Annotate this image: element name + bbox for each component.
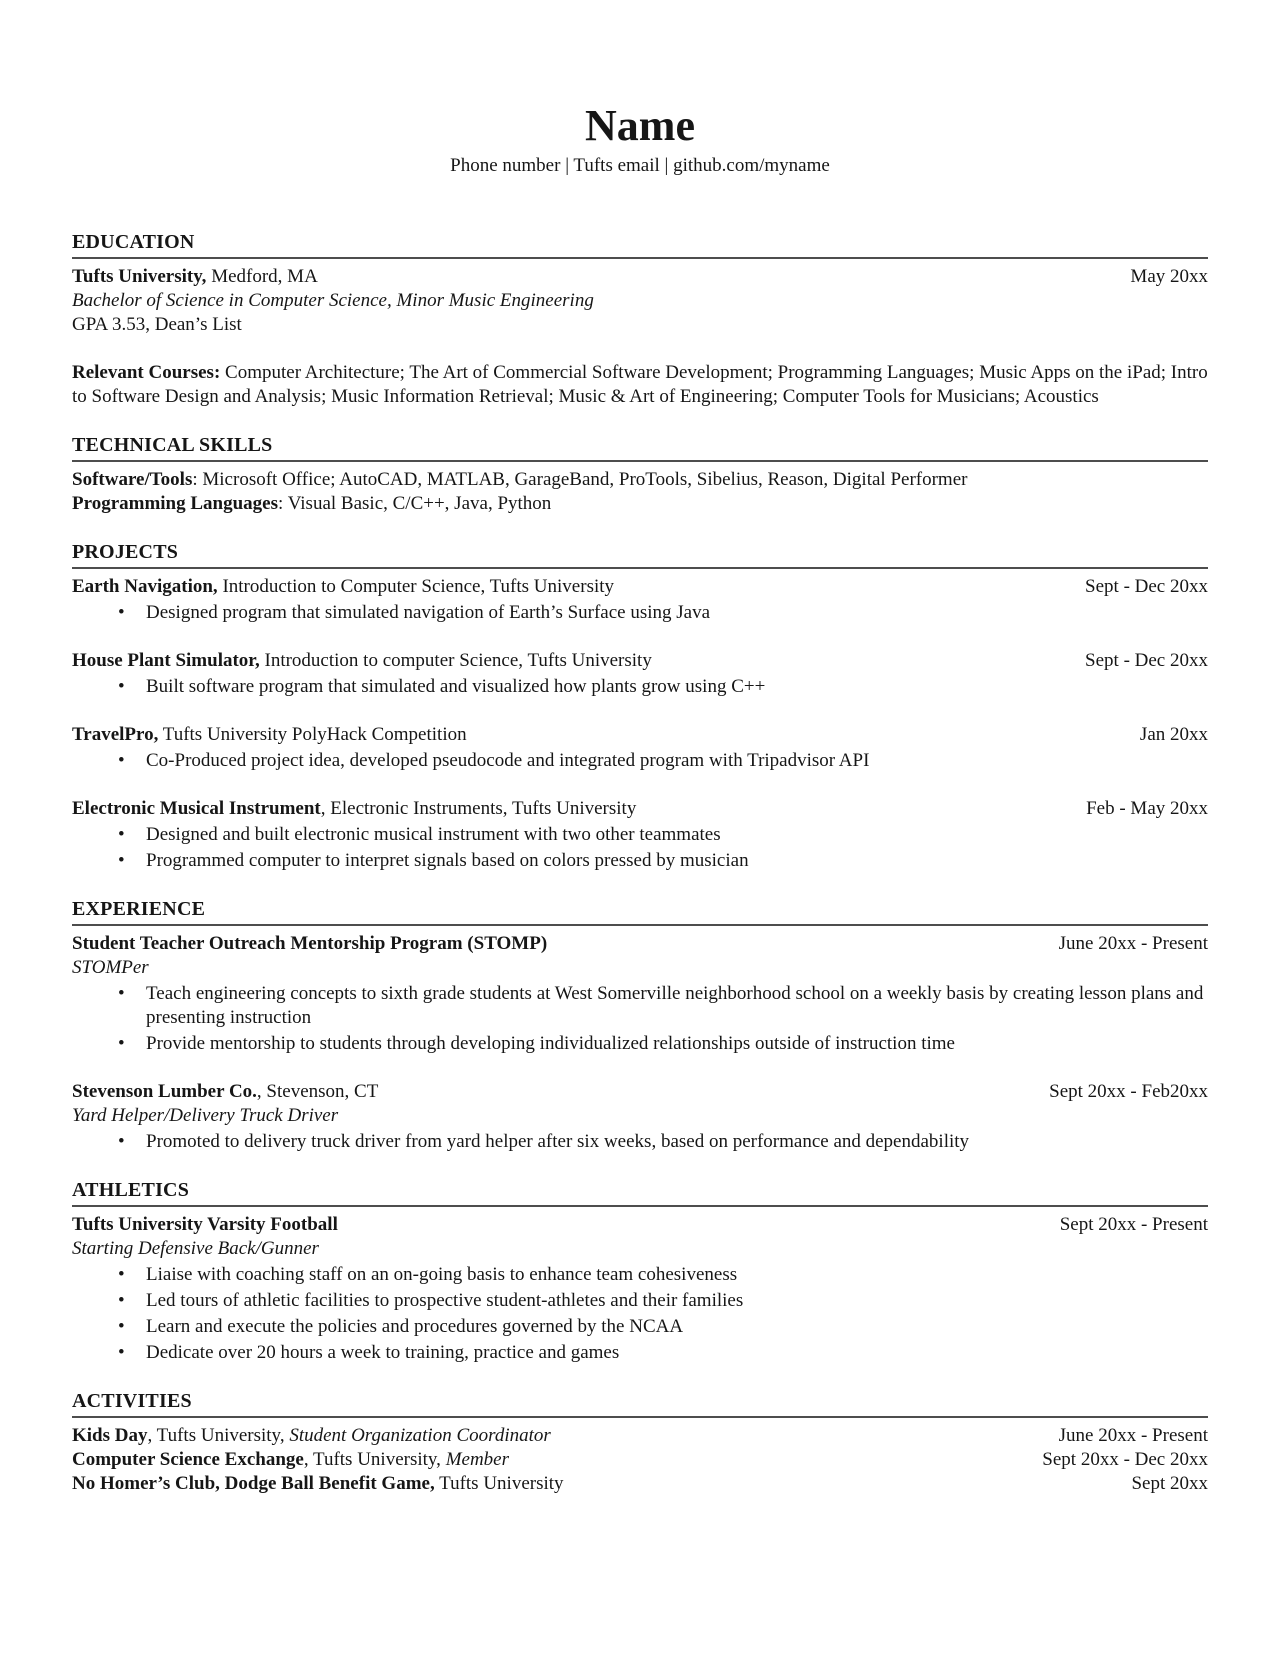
education-institution-line (72, 265, 1112, 289)
project-subtitle: Introduction to Computer Science, Tufts University (217, 576, 615, 597)
project-date: Feb - May 20xx (1086, 798, 1208, 819)
activities-heading: ACTIVITIES (72, 1389, 1208, 1418)
project-title-line (72, 649, 1067, 673)
project-entry (72, 575, 1208, 625)
project-subtitle: Introduction to computer Science, Tufts University (259, 650, 652, 671)
bullet-list (72, 982, 1208, 1056)
project-date: Jan 20xx (1139, 724, 1208, 745)
experience-entry (72, 1080, 1208, 1154)
project-subtitle: , Electronic Instruments, Tufts University (320, 798, 637, 819)
education-location: Medford, MA (206, 266, 318, 287)
experience-heading: EXPERIENCE (72, 897, 1208, 926)
athletics-entry (72, 1213, 1208, 1365)
bullet-list (72, 675, 1208, 699)
bullet-item: • Liaise with coaching staff on an on-going basis to enhance team cohesiveness (72, 1263, 1208, 1287)
bullet-list (72, 1130, 1208, 1154)
athletics-heading: ATHLETICS (72, 1178, 1208, 1207)
project-title-line (72, 797, 1068, 821)
project-date: Sept - Dec 20xx (1085, 576, 1208, 597)
education-entry (72, 265, 1208, 337)
bullet-item: • Promoted to delivery truck driver from yard helper after six weeks, based on performance and dependability (72, 1130, 1208, 1154)
languages-label: Programming Languages (72, 493, 279, 514)
experience-date: June 20xx - Present (1058, 933, 1208, 954)
bullet-list (72, 749, 1208, 773)
skills-row-software (72, 468, 1208, 492)
education-gpa: GPA 3.53, Dean’s List (72, 314, 242, 335)
education-institution: Tufts University, (72, 266, 207, 287)
experience-title-row (72, 932, 1208, 956)
athletics-date: Sept 20xx - Present (1059, 1214, 1208, 1235)
experience-entry (72, 932, 1208, 1056)
experience-title-line (72, 1080, 1031, 1104)
section-projects (72, 540, 1208, 873)
relevant-courses (72, 361, 1208, 409)
skills-row-languages (72, 492, 1208, 516)
bullet-item: • Designed and built electronic musical instrument with two other teammates (72, 823, 1208, 847)
project-title-row (72, 723, 1208, 747)
bullet-item: • Programmed computer to interpret signals based on colors pressed by musician (72, 849, 1208, 873)
section-experience (72, 897, 1208, 1154)
project-title-line (72, 575, 1067, 599)
experience-title: Student Teacher Outreach Mentorship Program (STOMP) (72, 933, 548, 954)
courses-label: Relevant Courses: (72, 362, 221, 383)
page-title: Name (585, 101, 695, 150)
project-title: Earth Navigation, (72, 576, 218, 597)
section-athletics (72, 1178, 1208, 1365)
project-title: Electronic Musical Instrument (72, 798, 321, 819)
project-subtitle: Tufts University PolyHack Competition (158, 724, 467, 745)
activity-row (72, 1472, 1208, 1496)
bullet-item: • Designed program that simulated navigation of Earth’s Surface using Java (72, 601, 1208, 625)
section-technical-skills (72, 433, 1208, 516)
education-degree: Bachelor of Science in Computer Science, Minor Music Engineering (72, 290, 594, 311)
languages-list: : Visual Basic, C/C++, Java, Python (278, 493, 552, 514)
activity-title: Kids Day (72, 1425, 148, 1446)
activity-org: , Tufts University, (147, 1425, 290, 1446)
activity-row (72, 1424, 1208, 1448)
software-list: : Microsoft Office; AutoCAD, MATLAB, GarageBand, ProTools, Sibelius, Reason, Digital Performer (192, 469, 968, 490)
project-entry (72, 797, 1208, 873)
education-title-row (72, 265, 1208, 289)
bullet-item: • Dedicate over 20 hours a week to training, practice and games (72, 1341, 1208, 1365)
experience-date: Sept 20xx - Feb20xx (1049, 1081, 1208, 1102)
experience-title-line (72, 932, 1041, 956)
activity-date: Sept 20xx - Dec 20xx (1042, 1449, 1208, 1470)
athletics-title: Tufts University Varsity Football (72, 1214, 338, 1235)
activity-role: Student Organization Coordinator (289, 1425, 551, 1446)
athletics-role: Starting Defensive Back/Gunner (72, 1238, 319, 1259)
experience-subtitle: , Stevenson, CT (256, 1081, 379, 1102)
experience-title: Stevenson Lumber Co. (72, 1081, 257, 1102)
project-title-row (72, 797, 1208, 821)
projects-heading: PROJECTS (72, 540, 1208, 569)
project-entry (72, 649, 1208, 699)
bullet-item: • Learn and execute the policies and procedures governed by the NCAA (72, 1315, 1208, 1339)
software-label: Software/Tools (72, 469, 193, 490)
project-title-row (72, 649, 1208, 673)
contact-line: Phone number | Tufts email | github.com/myname (450, 155, 830, 176)
project-title: House Plant Simulator, (72, 650, 260, 671)
education-date: May 20xx (1130, 266, 1208, 287)
activity-title: No Homer’s Club, Dodge Ball Benefit Game, (72, 1473, 435, 1494)
activity-title-line (72, 1448, 1024, 1472)
activity-date: Sept 20xx (1131, 1473, 1208, 1494)
project-title-row (72, 575, 1208, 599)
bullet-list (72, 1263, 1208, 1365)
project-title-line (72, 723, 1122, 747)
activity-title: Computer Science Exchange (72, 1449, 304, 1470)
experience-title-row (72, 1080, 1208, 1104)
experience-role: Yard Helper/Delivery Truck Driver (72, 1105, 339, 1126)
bullet-item: • Teach engineering concepts to sixth grade students at West Somerville neighborhood school on a weekly basis by creating lesson plans and presenting instruction (72, 982, 1208, 1030)
courses-text: Computer Architecture; The Art of Commercial Software Development; Programming Languages; Music Apps on the iPad; Intro to Software Design and Analysis; Music Information Retrieval; Music & Art of Engineering; Computer Tools for Musicians; Acoustics (72, 362, 1208, 407)
activity-row (72, 1448, 1208, 1472)
education-heading: EDUCATION (72, 230, 1208, 259)
activity-date: June 20xx - Present (1058, 1425, 1208, 1446)
technical-skills-heading: TECHNICAL SKILLS (72, 433, 1208, 462)
bullet-item: • Provide mentorship to students through developing individualized relationships outside of instruction time (72, 1032, 1208, 1056)
bullet-list (72, 601, 1208, 625)
project-title: TravelPro, (72, 724, 159, 745)
bullet-item: • Led tours of athletic facilities to prospective student-athletes and their families (72, 1289, 1208, 1313)
activity-title-line (72, 1424, 1041, 1448)
bullet-item: • Co-Produced project idea, developed pseudocode and integrated program with Tripadvisor API (72, 749, 1208, 773)
project-date: Sept - Dec 20xx (1085, 650, 1208, 671)
experience-role: STOMPer (72, 957, 149, 978)
activity-title-line (72, 1472, 1113, 1496)
activity-org: Tufts University (434, 1473, 564, 1494)
athletics-title-row (72, 1213, 1208, 1237)
bullet-list (72, 823, 1208, 873)
project-entry (72, 723, 1208, 773)
athletics-title-line (72, 1213, 1042, 1237)
section-education (72, 230, 1208, 409)
bullet-item: • Built software program that simulated and visualized how plants grow using C++ (72, 675, 1208, 699)
activity-org: , Tufts University, (303, 1449, 446, 1470)
activity-role: Member (445, 1449, 509, 1470)
section-activities (72, 1389, 1208, 1496)
